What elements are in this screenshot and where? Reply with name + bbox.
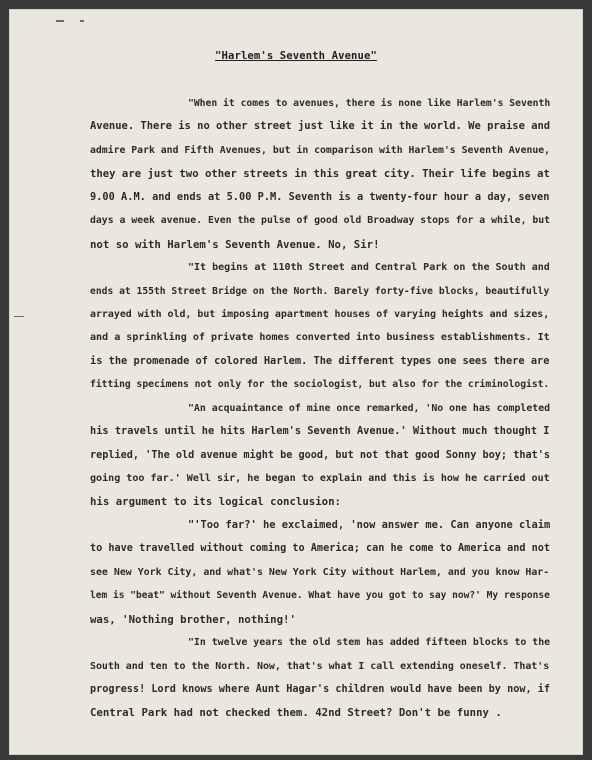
document-body	[90, 92, 552, 725]
text-line: Central Park had not checked them. 42nd Street? Don't be funny .	[90, 706, 502, 720]
text-line: arrayed with old, but imposing apartment houses of varying heights and sizes,	[90, 308, 550, 320]
text-line: fitting specimens not only for the sociologist, but also for the criminologist.	[90, 379, 550, 391]
corner-mark	[80, 20, 84, 22]
text-line: not so with Harlem's Seventh Avenue. No, Sir!	[90, 237, 380, 251]
text-line: going too far.' Well sir, he began to explain and this is how he carried out	[90, 473, 550, 484]
text-line: South and ten to the North. Now, that's what I call extending oneself. That's	[90, 660, 550, 672]
text-line: ends at 155th Street Bridge on the North. Barely forty-five blocks, beautifully	[90, 285, 550, 297]
text-line: to have travelled without coming to America; can he come to America and not	[90, 543, 551, 555]
text-line: his argument to its logical conclusion:	[90, 495, 341, 509]
text-line: his travels until he hits Harlem's Seventh Avenue.' Without much thought I	[90, 425, 550, 438]
text-line: "An acquaintance of mine once remarked, 'No one has completed	[188, 402, 551, 414]
text-line: "In twelve years the old stem has added fifteen blocks to the	[188, 637, 551, 649]
text-line: and a sprinkling of private homes converted into business establishments. It	[90, 332, 550, 344]
text-line: days a week avenue. Even the pulse of good old Broadway stops for a while, but	[90, 215, 551, 227]
margin-mark	[14, 316, 24, 317]
text-line: admire Park and Fifth Avenues, but in comparison with Harlem's Seventh Avenue,	[90, 144, 551, 156]
text-line: "'Too far?' he exclaimed, 'now answer me. Can anyone claim	[188, 518, 551, 531]
text-line: replied, 'The old avenue might be good, but not that good Sonny boy; that's	[90, 449, 551, 461]
text-line: lem is "beat" without Seventh Avenue. What have you got to say now?' My response	[90, 590, 550, 602]
text-line: was, 'Nothing brother, nothing!'	[90, 612, 296, 626]
corner-mark	[56, 20, 64, 22]
typewritten-page	[10, 10, 582, 754]
text-line: see New York City, and what's New York City without Harlem, and you know Har-	[90, 566, 550, 578]
text-line: "When it comes to avenues, there is none like Harlem's Seventh	[188, 98, 551, 109]
text-line: progress! Lord knows where Aunt Hagar's children would have been by now, if	[90, 683, 551, 695]
text-line: is the promenade of colored Harlem. The different types one sees there are	[90, 354, 550, 367]
text-line: they are just two other streets in this great city. Their life begins at	[90, 167, 550, 181]
text-line: Avenue. There is no other street just like it in the world. We praise and	[90, 120, 551, 133]
text-line: "It begins at 110th Street and Central Park on the South and	[188, 262, 550, 274]
document-title: "Harlem's Seventh Avenue"	[215, 50, 377, 62]
text-line: 9.00 A.M. and ends at 5.00 P.M. Seventh is a twenty-four hour a day, seven	[90, 190, 550, 203]
